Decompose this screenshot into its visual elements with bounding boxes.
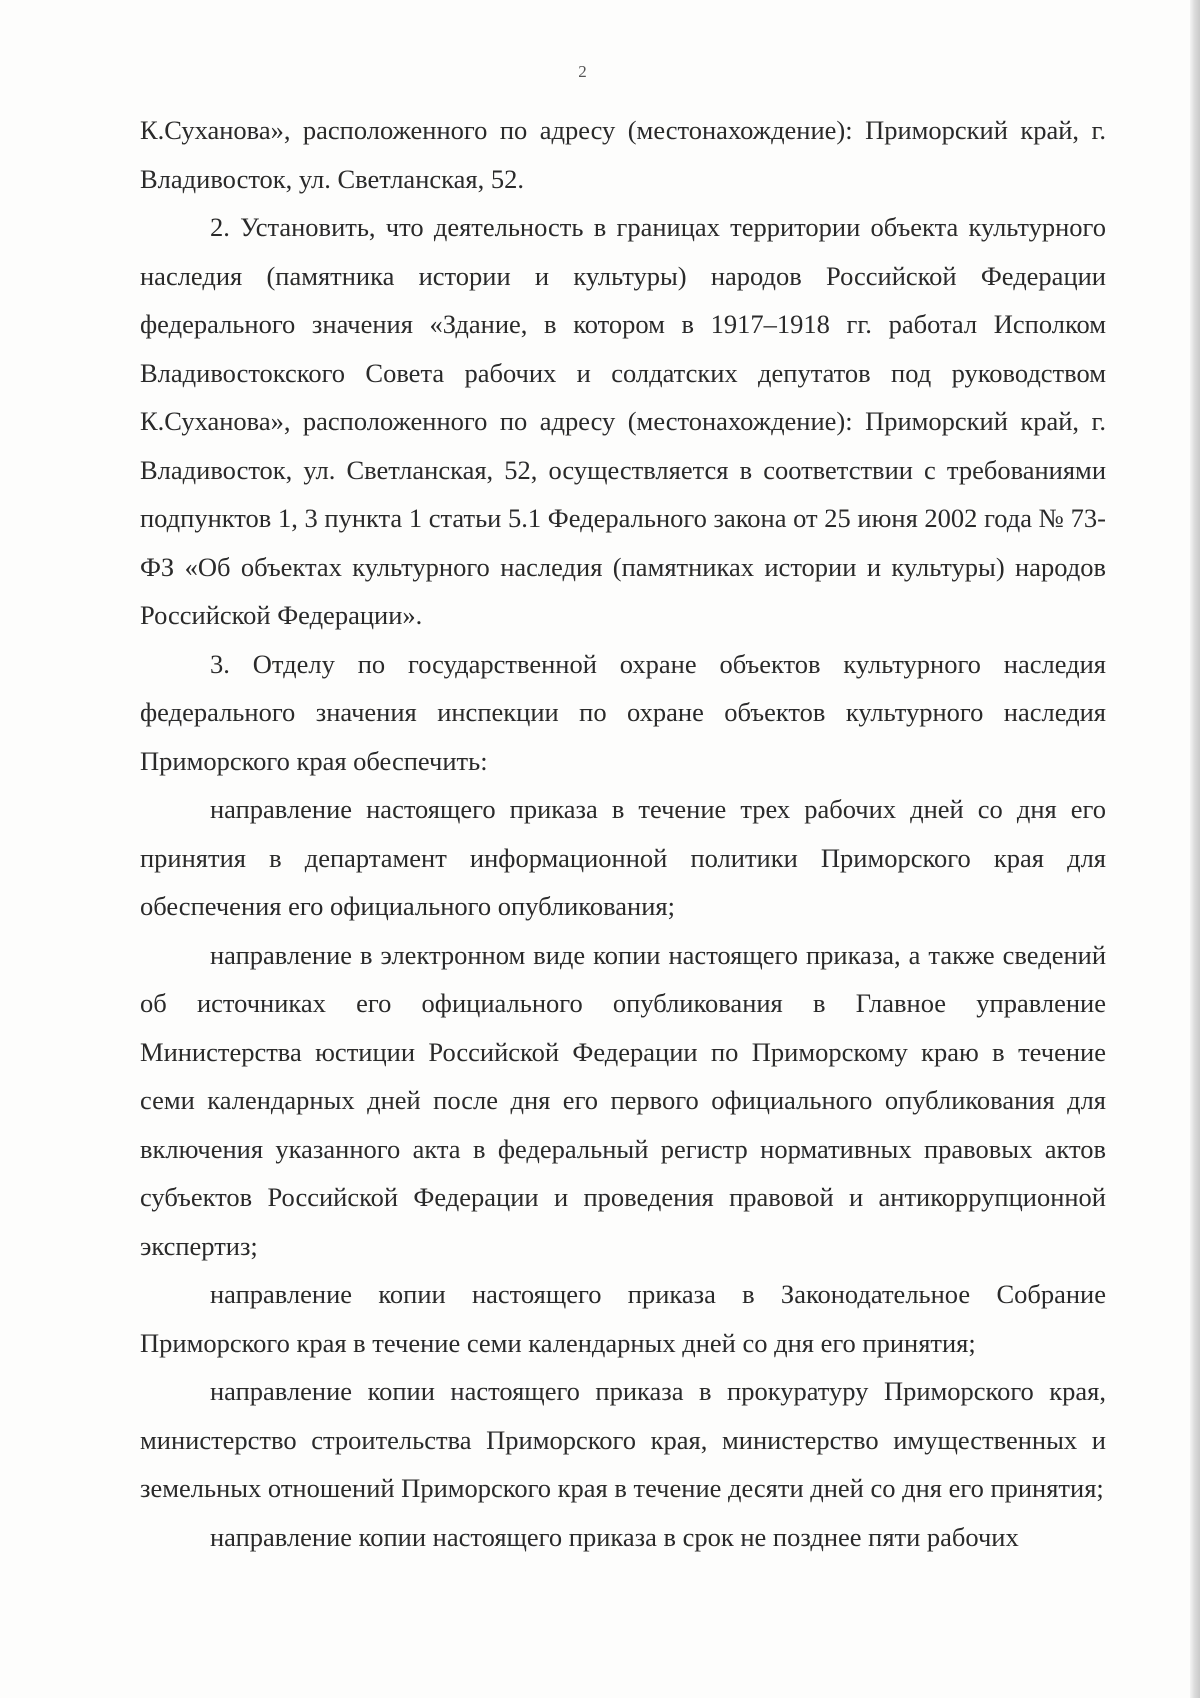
paragraph-ministry-of-justice-direction: направление в электронном виде копии настоящего приказа, а также сведений об источниках его официального опубликования в Главное управление Министерства юстиции Российской Федерации по Приморскому краю в течение семи календарных дней после дня его первого официального опубликования для включения указанного акта в федеральный регистр нормативных правовых актов субъектов Российской Федерации и проведения правовой и антикоррупционной экспертиз; [140, 939, 1106, 1261]
paragraph-prosecutor-direction: направление копии настоящего приказа в прокуратуру Приморского края, министерство строительства Приморского края, министерство имущественных и земельных отношений Приморского края в течение десяти дней со дня его принятия; [140, 1376, 1106, 1503]
scan-edge-shadow [1190, 0, 1200, 1698]
page-number: 2 [578, 62, 587, 81]
paragraph-continuation: К.Суханова», расположенного по адресу (местонахождение): Приморский край, г. Владивосток, ул. Светланская, 52. [140, 115, 1106, 194]
paragraph-item-3: 3. Отделу по государственной охране объектов культурного наследия федерального значения инспекции по охране объектов культурного наследия Приморского края обеспечить: [140, 648, 1106, 776]
paragraph-final-direction: направление копии настоящего приказа в срок не позднее пяти рабочих [210, 1521, 1019, 1552]
paragraph-item-2: 2. Установить, что деятельность в границах территории объекта культурного наследия (памятника истории и культуры) народов Российской Федерации федерального значения «Здание, в котором в 1917–1918 гг. работал Исполком Владивостокского Совета рабочих и солдатских депутатов под руководством К.Суханова», расположенного по адресу (местонахождение): Приморский край, г. Владивосток, ул. Светланская, 52, осуществляется в соответствии с требованиями подпунктов 1, 3 пункта 1 статьи 5.1 Федерального закона от 25 июня 2002 года № 73-ФЗ «Об объектах культурного наследия (памятниках истории и культуры) народов Российской Федерации». [140, 212, 1106, 630]
document-body [140, 106, 1106, 1561]
paragraph-publication-direction: направление настоящего приказа в течение трех рабочих дней со дня его принятия в департамент информационной политики Приморского края для обеспечения его официального опубликования; [140, 794, 1106, 921]
paragraph-legislative-assembly-direction: направление копии настоящего приказа в Законодательное Собрание Приморского края в течение семи календарных дней со дня его принятия; [140, 1279, 1106, 1358]
